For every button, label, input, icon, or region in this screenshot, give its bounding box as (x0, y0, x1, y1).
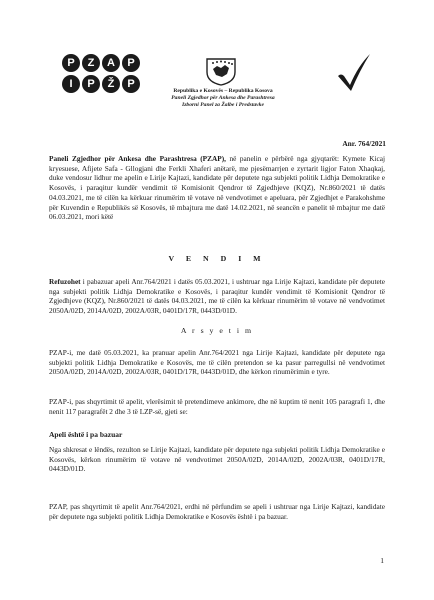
logo-row-top (62, 54, 140, 72)
reasoning-paragraph: PZAP-i, me datë 05.03.2021, ka pranuar apelin Anr.764/2021 nga Lirije Kajtazi, kandidate për deputete nga subjekti politik Lidhja Demokratike e Kosovës, me të cilën pretendon se ka pasur parregullsi në vendvotimet 2050A/02D, 2014A/02D, 2002A/03R, 0401D/17R, 0443D/01D, dhe kërkon rinumërimin e tyre. (49, 348, 385, 377)
decision-paragraph (49, 277, 385, 316)
intro-lead: Paneli Zgjedhor për Ankesa dhe Parashtresa (PZAP), (49, 154, 226, 163)
logo-row-bottom (62, 75, 140, 93)
logo-letter: P (122, 54, 140, 72)
arsyetim-heading: A r s y e t i m (180, 326, 254, 335)
logo-letter: P (62, 54, 80, 72)
logo-letter: P (82, 75, 100, 93)
logo-letter: P (122, 75, 140, 93)
document-header (130, 88, 316, 108)
logo-letter: Z (82, 54, 100, 72)
logo-letter: Ž (102, 75, 120, 93)
decision-body: i pabazuar apeli Anr.764/2021 i datës 05.03.2021, i ushtruar nga Lirije Kajtazi, kandidate për deputete nga subjekti politik Lidhja Demokratike e Kosovës, i paraqitur kundër vendimit të Komisionit Qendror të Zgjedhjeve (KQZ), Nr.860/2021 të datës 04.03.2021, me të cilën ka kërkuar rinumërim të votave në vendvotimet 2050A/02D, 2014A/02D, 2002A/03R, 0401D/17R, 0443D/01D. (49, 277, 385, 316)
header-line: Paneli Zgjedhor për Ankesa dhe Parashtresa (171, 94, 275, 101)
pzap-logo (62, 54, 140, 96)
header-line: Republika e Kosovës – Republika Kosova (173, 88, 273, 94)
decision-lead: Refuzohet (49, 277, 81, 286)
checkmark-icon (336, 52, 372, 92)
intro-body: në panelin e përbërë nga gjyqtarët: Kymete Kicaj kryesuese, Afijete Safa - Gllogjani dhe Ferkli Xhaferi anëtarë, me pjesëmarrjen e zyrtarit ligjor Faton Xhaqkaj, duke vendosur lidhur me apelin e Lirije Kajtazi, kandidate për deputete nga subjekti politik Lidhja Demokratike e Kosovës, i paraqitur kundër vendimit të Komisionit Qendror të Zgjedhjeve (KQZ), Nr.860/2021 të datës 04.03.2021, me të cilën ka kërkuar rinumërim të votave në vendvotimet e apeluara, për Zgjedhjet e Parakohshme për Kuvendin e Republikës së Kosovës, të mbajtura me datë 14.02.2021, në seancën e panelit të mbajtur me datë 06.03.2021, mori këtë (49, 154, 385, 222)
header-line: Izborni Panel za Žalbe i Predstavke (182, 101, 264, 108)
findings-paragraph: Nga shkresat e lëndës, rezulton se Lirije Kajtazi, kandidate për deputete nga subjekti politik Lidhja Demokratike e Kosovës, kërkon rinumërim të votave në vendvotimet 2050A/02D, 2014A/02D, 2002A/03R, 0401D/17R, 0443D/01D. (49, 445, 385, 474)
findings-subheading: Apeli është i pa bazuar (49, 430, 123, 439)
logo-letter: I (62, 75, 80, 93)
case-number: Anr. 764/2021 (342, 139, 386, 148)
vendim-heading: V E N D I M (168, 254, 266, 263)
findings-paragraph: PZAP, pas shqyrtimit të apelit Anr.764/2021, erdhi në përfundim se apeli i ushtruar nga Lirije Kajtazi, kandidate për deputete nga subjekti politik Lidhja Demokratike e Kosovës është i pa bazuar. (49, 502, 385, 521)
page-number: 1 (380, 556, 384, 565)
kosovo-emblem-icon (204, 56, 238, 86)
intro-paragraph (49, 154, 385, 222)
logo-letter: A (102, 54, 120, 72)
reasoning-paragraph: PZAP-i, pas shqyrtimit të apelit, vlerësimit të pretendimeve ankimore, dhe në kuptim të nenit 105 paragrafi 1, dhe nenit 117 paragrafët 2 dhe 3 të LZP-së, gjeti se: (49, 397, 385, 416)
